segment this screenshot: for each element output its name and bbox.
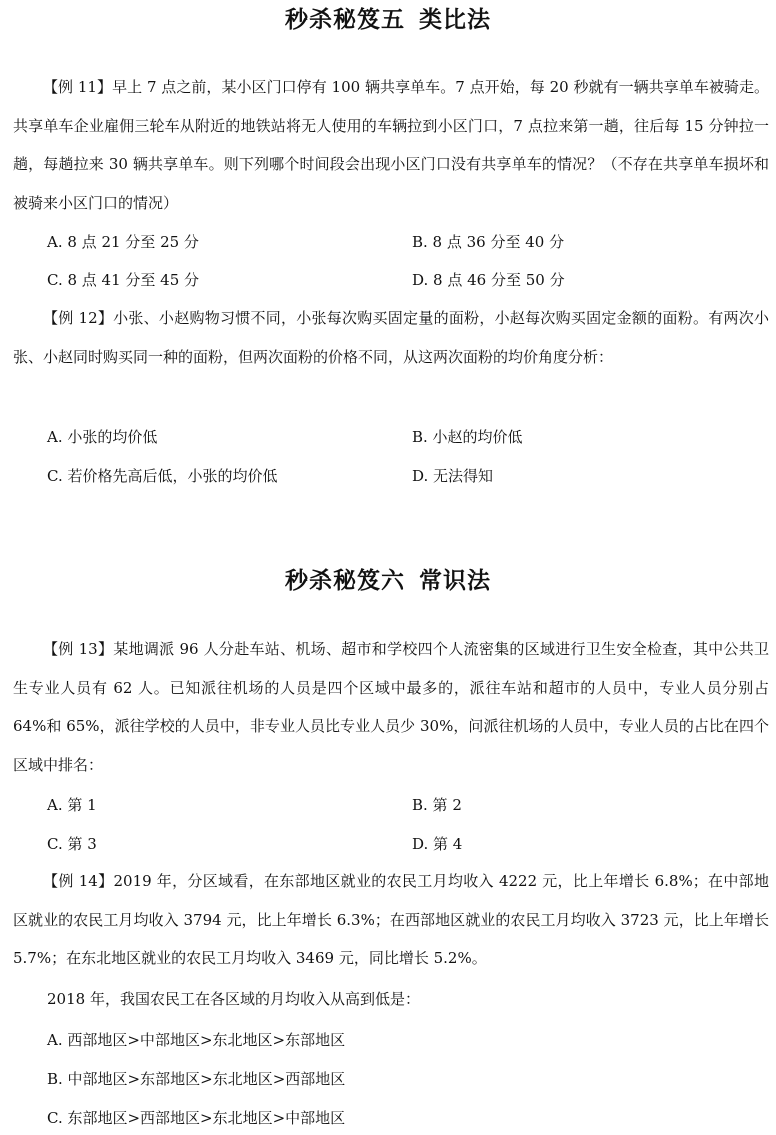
example14-option-a: A. 西部地区>中部地区>东北地区>东部地区 — [47, 1031, 346, 1049]
example14-option-b: B. 中部地区>东部地区>东北地区>西部地区 — [47, 1070, 346, 1088]
example12-option-a: A. 小张的均价低 — [47, 428, 158, 446]
section6-heading — [0, 566, 776, 596]
example13-option-a: A. 第 1 — [47, 796, 97, 814]
example14-option-c: C. 东部地区>西部地区>东北地区>中部地区 — [47, 1109, 346, 1127]
example13-question — [13, 630, 769, 784]
example11-label: 【例 11】 — [43, 78, 113, 96]
example14-text: 2019 年，分区域看，在东部地区就业的农民工月均收入 4222 元，比上年增长 6.8%；在中部地区就业的农民工月均收入 3794 元，比上年增长 6.3%；在西部地区就业的农民工月均收入 3723 元，比上年增长 5.7%；在东北地区就业的农民工月均收入 3469 元，同比增长 5.2%。 — [13, 872, 769, 967]
example13-option-c: C. 第 3 — [47, 835, 97, 853]
example11-option-c: C. 8 点 41 分至 45 分 — [47, 271, 200, 289]
example13-label: 【例 13】 — [43, 640, 114, 658]
section6-subtitle: 常识法 — [419, 568, 491, 594]
example13-option-d: D. 第 4 — [412, 835, 463, 853]
example12-question — [13, 299, 769, 376]
example12-option-c: C. 若价格先高后低，小张的均价低 — [47, 467, 278, 485]
example13-text: 某地调派 96 人分赴车站、机场、超市和学校四个人流密集的区域进行卫生安全检查，其中公共卫生专业人员有 62 人。已知派往机场的人员是四个区域中最多的，派往车站和超市的人员中，专业人员分别占 64%和 65%，派往学校的人员中，非专业人员比专业人员少 30%，问派往机场的人员中，专业人员的占比在四个区域中排名： — [13, 640, 769, 774]
example14-label: 【例 14】 — [43, 872, 114, 890]
example11-question — [13, 68, 769, 222]
example12-option-b: B. 小赵的均价低 — [412, 428, 523, 446]
section5-heading — [0, 5, 776, 35]
example14-sub-question: 2018 年，我国农民工在各区域的月均收入从高到低是： — [47, 990, 420, 1008]
example14-question — [13, 862, 769, 978]
example12-option-d: D. 无法得知 — [412, 467, 494, 485]
example11-option-b: B. 8 点 36 分至 40 分 — [412, 233, 565, 251]
example11-option-d: D. 8 点 46 分至 50 分 — [412, 271, 565, 289]
section5-title: 秒杀秘笈五 — [285, 7, 405, 33]
example12-text: 小张、小赵购物习惯不同，小张每次购买固定量的面粉，小赵每次购买固定金额的面粉。有两次小张、小赵同时购买同一种的面粉，但两次面粉的价格不同，从这两次面粉的均价角度分析： — [13, 309, 769, 366]
section6-title: 秒杀秘笈六 — [285, 568, 405, 594]
example12-label: 【例 12】 — [43, 309, 114, 327]
example11-option-a: A. 8 点 21 分至 25 分 — [47, 233, 199, 251]
section5-subtitle: 类比法 — [419, 7, 491, 33]
example13-option-b: B. 第 2 — [412, 796, 462, 814]
example11-text: 早上 7 点之前，某小区门口停有 100 辆共享单车。7 点开始，每 20 秒就有一辆共享单车被骑走。共享单车企业雇佣三轮车从附近的地铁站将无人使用的车辆拉到小区门口，7 点拉来第一趟，往后每 15 分钟拉一趟，每趟拉来 30 辆共享单车。则下列哪个时间段会出现小区门口没有共享单车的情况？（不存在共享单车损坏和被骑来小区门口的情况） — [13, 78, 769, 212]
